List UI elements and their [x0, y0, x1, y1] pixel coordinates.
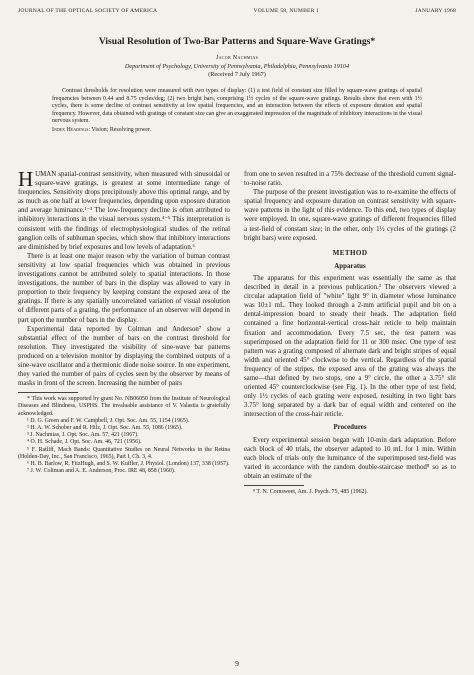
index-headings-terms: Vision; Resolving power. — [91, 126, 152, 133]
running-header — [18, 8, 456, 14]
index-headings — [52, 127, 422, 135]
subsection-heading-apparatus: Apparatus — [334, 262, 366, 270]
footnote: ⁵ F. Ratliff, Mach Bands: Quantitative Studies on Neural Networks in the Retina (Holden-Day, Inc., San Francisco, 1965), Part I, Ch. 3, 4. — [18, 446, 230, 460]
paragraph: There is at least one major reason why the variation of human contrast sensitivity at low spatial frequencies which was obtained in previous investigations cannot be attributed solely to spatial interactions. In those investigations, the number of bars in the display was allowed to vary in proportion to their frequency by keeping constant the exposed area of the gratings. If there is any spatially uncorrelated variation of visual resolution of different parts of a grating, the performance of an observer will depend in part upon the number of bars in the display. — [18, 252, 230, 324]
journal-name: JOURNAL OF THE OPTICAL SOCIETY OF AMERICA — [18, 8, 158, 14]
footnote: ⁷ J. W. Coltman and A. E. Anderson, Proc. IRE 48, 858 (1960). — [27, 468, 176, 475]
paragraph: Experimental data reported by Coltman and Anderson⁷ show a substantial effect of the number of bars on the contrast threshold for resolution. They investigated the visibility of sine-wave bar patterns produced on a television monitor by displaying the combined outputs of a sine-wave oscillator and a thermionic diode noise source. In one experiment, they varied the number of pairs of cycles seen by the observer by means of masks in front of the screen. Increasing the number of pairs — [18, 325, 230, 388]
paragraph — [18, 167, 230, 252]
abstract: Contrast thresholds for resolution were measured with two types of display: (1) a test field of constant size filled by square-wave gratings of spatial frequencies between 0.44 and 8.75 cycles/deg; (2) two bright bars, comprising 1½ cycles of the square-wave gratings. Results show that even with 1½ cycles, there is some decline of contrast sensitivity at low spatial frequencies, and an interaction between the effects of exposure duration and spatial frequency. However, data obtained with gratings of constant size can give an exaggerated impression of the magnitude of inhibitory interactions in the visual nervous system. — [52, 88, 422, 125]
section-heading-method: METHOD — [332, 248, 368, 257]
footnote: ⁶ H. B. Barlow, R. FitzHugh, and S. W. Kuffler, J. Physiol. (London) 137, 338 (1957). — [27, 461, 230, 468]
body-columns — [18, 167, 456, 496]
drop-cap: H — [18, 167, 34, 191]
article-title: Visual Resolution of Two-Bar Patterns and Square-Wave Gratings* — [98, 36, 376, 47]
author-affiliation: Department of Psychology, University of Pennsylvania, Philadelphia, Pennsylvania 19104 — [124, 63, 350, 70]
paragraph-text: UMAN spatial-contrast sensitivity, when measured with sinusoidal or square-wave gratings, is greatest at some intermediate range of frequencies. Sensitivity drops precipitously above this optimal range, and by as much as one half at lower frequencies, depending upon exposure duration and average luminance.¹⁻³ The low-frequency decline is often attributed to inhibitory interactions in the visual nervous system.⁴⁻⁵ This interpretation is consistent with the findings of electrophysiological studies of the retinal ganglion cells of subhuman species, which show that inhibitory interactions are diminished by brief exposures and low levels of adaptation.⁶ — [18, 171, 230, 251]
footnote: ¹ D. G. Green and F. W. Campbell, J. Opt. Soc. Am. 55, 1154 (1965). — [27, 417, 190, 424]
author-name: Jacob Nachmias — [215, 54, 259, 61]
footnote: ⁸ T. N. Cornsweet, Am. J. Psych. 75, 485 (1962). — [253, 489, 368, 495]
footnote-divider — [18, 392, 78, 393]
journal-page — [18, 8, 456, 668]
volume-number: VOLUME 58, NUMBER 1 — [253, 8, 320, 14]
footnote-divider — [244, 485, 304, 486]
subsection-heading-procedures: Procedures — [333, 424, 367, 432]
index-headings-label: Index Headings: — [52, 126, 90, 133]
footnote: * This work was supported by grant No. NB06050 from the Institute of Neurological Diseases and Blindness, USPHS. The invaluable assistance of V. Valastia is gratefully acknowledged. — [18, 396, 230, 417]
paragraph: from one to seven resulted in a 75% decrease of the threshold current signal-to-noise ratio. — [244, 171, 456, 188]
left-column — [18, 167, 230, 496]
received-date: (Received 7 July 1967) — [208, 71, 266, 78]
issue-date: JANUARY 1968 — [415, 8, 456, 14]
footnotes — [18, 396, 230, 475]
footnote: ² H. A. W. Schober and R. Hilz, J. Opt. Soc. Am. 55, 1086 (1965). — [27, 425, 183, 432]
footnote: ⁴ O. H. Schade, J. Opt. Soc. Am. 46, 721 (1956). — [27, 439, 142, 446]
paragraph: Every experimental session began with 10-min dark adaptation. Before each block of 40 trials, the observer adapted to 10 mL for 1 min. Within each block of trials only the luminance of the superimposed test-field was varied in accordance with the random double-staircase method⁸ so as to obtain an estimate of the — [244, 436, 456, 480]
right-column — [244, 170, 456, 496]
paragraph: The purpose of the present investigation was to re-examine the effects of spatial frequency and exposure duration on contrast sensitivity with square-wave patterns in the light of this evidence. To this end, two types of display were employed. In one, square-wave gratings of different frequencies filled a test-field of constant size; in the other, only 1½ cycles of the gratings (2 bright bars) were exposed. — [244, 189, 456, 242]
footnote: ³ J. Nachmias, J. Opt. Soc. Am. 57, 421 (1967). — [27, 432, 139, 439]
page-number: 9 — [235, 659, 239, 668]
paragraph: The apparatus for this experiment was essentially the same as that described in detail in a previous publication.³ The observers viewed a circular adaptation field of "white" light 9° in diameter whose luminance was 10±1 mL. They looked through a 2-mm artificial pupil and bit on a dental-impression board to steady their heads. The adaptation field contained a fine horizontal-vertical cross-hair reticle to help maintain fixation and accommodation. Every 7.5 sec, the test pattern was superimposed on the adaptation field for 11 or 300 msec. One type of test pattern was a grating composed of alternate dark and bright stripes of equal width and oriented 45° clockwise to the vertical. Regardless of the spatial frequency of the stripes, the exposed area of the grating was always the same—that defined by two stops, one a 9° circle, the other a 3.75° slit oriented 45° counterclockwise (see Fig. 1). In the other type of test field, only 1½ cycles of each grating were exposed, resulting in two light bars 3.75° long separated by a dark bar of equal width and centered on the intersection of the cross-hair reticle. — [244, 274, 456, 419]
